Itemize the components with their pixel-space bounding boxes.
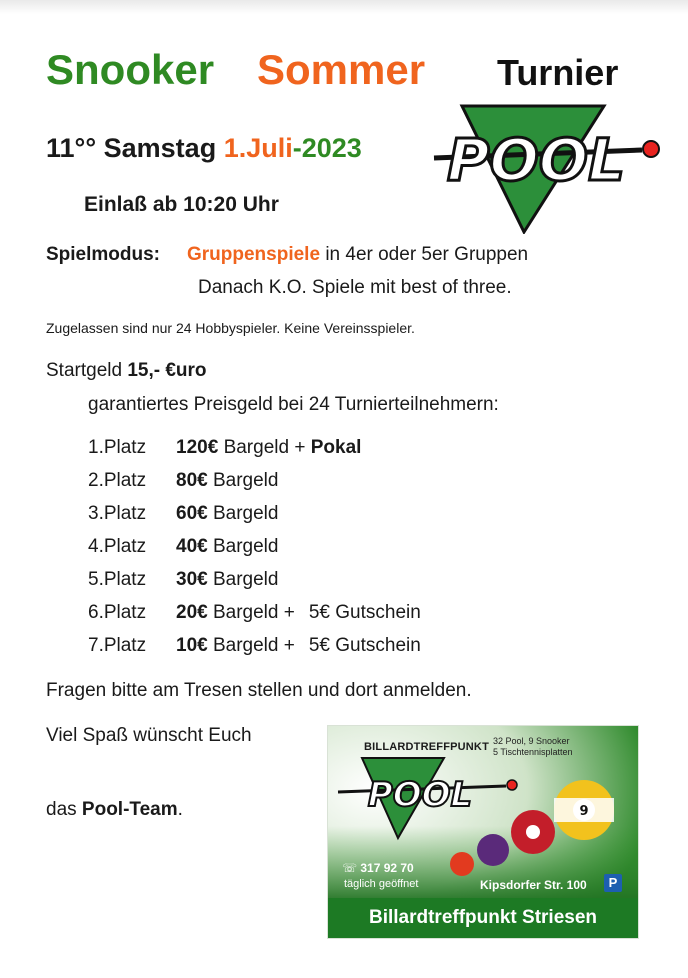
advert-address: Kipsdorfer Str. 100 (480, 878, 587, 892)
mode-label: Spielmodus: (46, 244, 161, 265)
fee-line (46, 360, 207, 382)
title-sommer: Sommer (257, 46, 426, 93)
prize-amount: 40€ (176, 536, 208, 557)
prize-amount: 80€ (176, 470, 208, 491)
advert-logo-text: POOL (367, 775, 473, 815)
page-top-shadow (0, 0, 688, 14)
prize-cash (176, 503, 278, 525)
prize-place: 4.Platz (88, 536, 147, 557)
ball-purple (477, 834, 509, 866)
advert-info-line1: 32 Pool, 9 Snooker (493, 736, 570, 746)
questions-note: Fragen bitte am Tresen stellen und dort anmelden. (46, 680, 472, 701)
prize-cash-label: Bargeld (212, 503, 279, 524)
phone-icon: ☏ (342, 861, 361, 875)
signature-team: Pool-Team (81, 799, 178, 820)
prize-cash (176, 470, 278, 492)
prize-amount: 60€ (176, 503, 208, 524)
date-day-month: 1.Juli (223, 133, 293, 163)
parking-icon: P (604, 874, 622, 892)
prize-cash-label: Bargeld + (223, 437, 306, 458)
fee-amount: 15,- €uro (127, 360, 207, 381)
prize-cash (176, 602, 295, 624)
prize-amount: 120€ (176, 437, 219, 458)
prize-cash (176, 437, 361, 459)
date-prefix: 11°° Samstag (46, 133, 217, 163)
prize-cash (176, 536, 278, 558)
advert-phone-number: 317 92 70 (360, 861, 414, 875)
admission-note: Zugelassen sind nur 24 Hobbyspieler. Keine Vereinsspieler. (46, 320, 415, 336)
prize-cash-label: Bargeld (212, 569, 279, 590)
advert-opening: täglich geöffnet (344, 878, 419, 890)
signature (46, 799, 183, 821)
advert-info-line2: 5 Tischtennisplatten (493, 747, 573, 757)
advert-footer: Billardtreffpunkt Striesen (328, 898, 638, 938)
pool-logo-text: POOL (446, 126, 626, 194)
signature-prefix: das (46, 799, 77, 820)
prize-cash-label: Bargeld (212, 470, 279, 491)
prize-place: 2.Platz (88, 470, 147, 491)
prize-cash-label: Bargeld + (212, 602, 295, 623)
ball-number: 9 (579, 804, 589, 819)
prize-amount: 10€ (176, 635, 208, 656)
prize-cash-label: Bargeld + (212, 635, 295, 656)
prize-row (88, 569, 278, 591)
pool-logo (432, 100, 660, 234)
prize-place: 6.Platz (88, 602, 147, 623)
prize-row (88, 437, 361, 459)
prize-voucher: 5€ Gutschein (308, 635, 421, 656)
prize-amount: 30€ (176, 569, 208, 590)
prize-row (88, 602, 421, 624)
ball-red-small (450, 852, 474, 876)
prize-row (88, 470, 278, 492)
prize-place: 1.Platz (88, 437, 147, 458)
prize-cash (176, 635, 295, 657)
billiard-advert (327, 725, 639, 939)
date-year: -2023 (292, 133, 362, 163)
title-turnier: Turnier (497, 52, 619, 93)
prize-place: 3.Platz (88, 503, 147, 524)
prize-place: 7.Platz (88, 635, 147, 656)
fee-label: Startgeld (46, 360, 123, 381)
mode-description (187, 244, 528, 266)
prize-voucher: 5€ Gutschein (308, 602, 421, 623)
prize-cash-label: Bargeld (212, 536, 279, 557)
prize-row (88, 536, 278, 558)
entry-time: Einlaß ab 10:20 Uhr (84, 193, 279, 216)
advert-phone (342, 861, 414, 875)
mode-line2: Danach K.O. Spiele mit best of three. (198, 277, 512, 298)
mode-rest: in 4er oder 5er Gruppen (325, 244, 529, 265)
prize-row (88, 503, 278, 525)
mode-highlight: Gruppenspiele (187, 244, 321, 265)
prize-place: 5.Platz (88, 569, 147, 590)
event-date (46, 133, 362, 164)
prize-extra: Pokal (310, 437, 362, 458)
prize-amount: 20€ (176, 602, 208, 623)
prize-row (88, 635, 421, 657)
greeting: Viel Spaß wünscht Euch (46, 725, 252, 746)
prize-cash (176, 569, 278, 591)
title-snooker: Snooker (46, 46, 215, 93)
fee-guarantee: garantiertes Preisgeld bei 24 Turnierteilnehmern: (88, 394, 499, 415)
signature-suffix: . (177, 799, 183, 820)
advert-venue-name: BILLARDTREFFPUNKT (364, 741, 489, 753)
